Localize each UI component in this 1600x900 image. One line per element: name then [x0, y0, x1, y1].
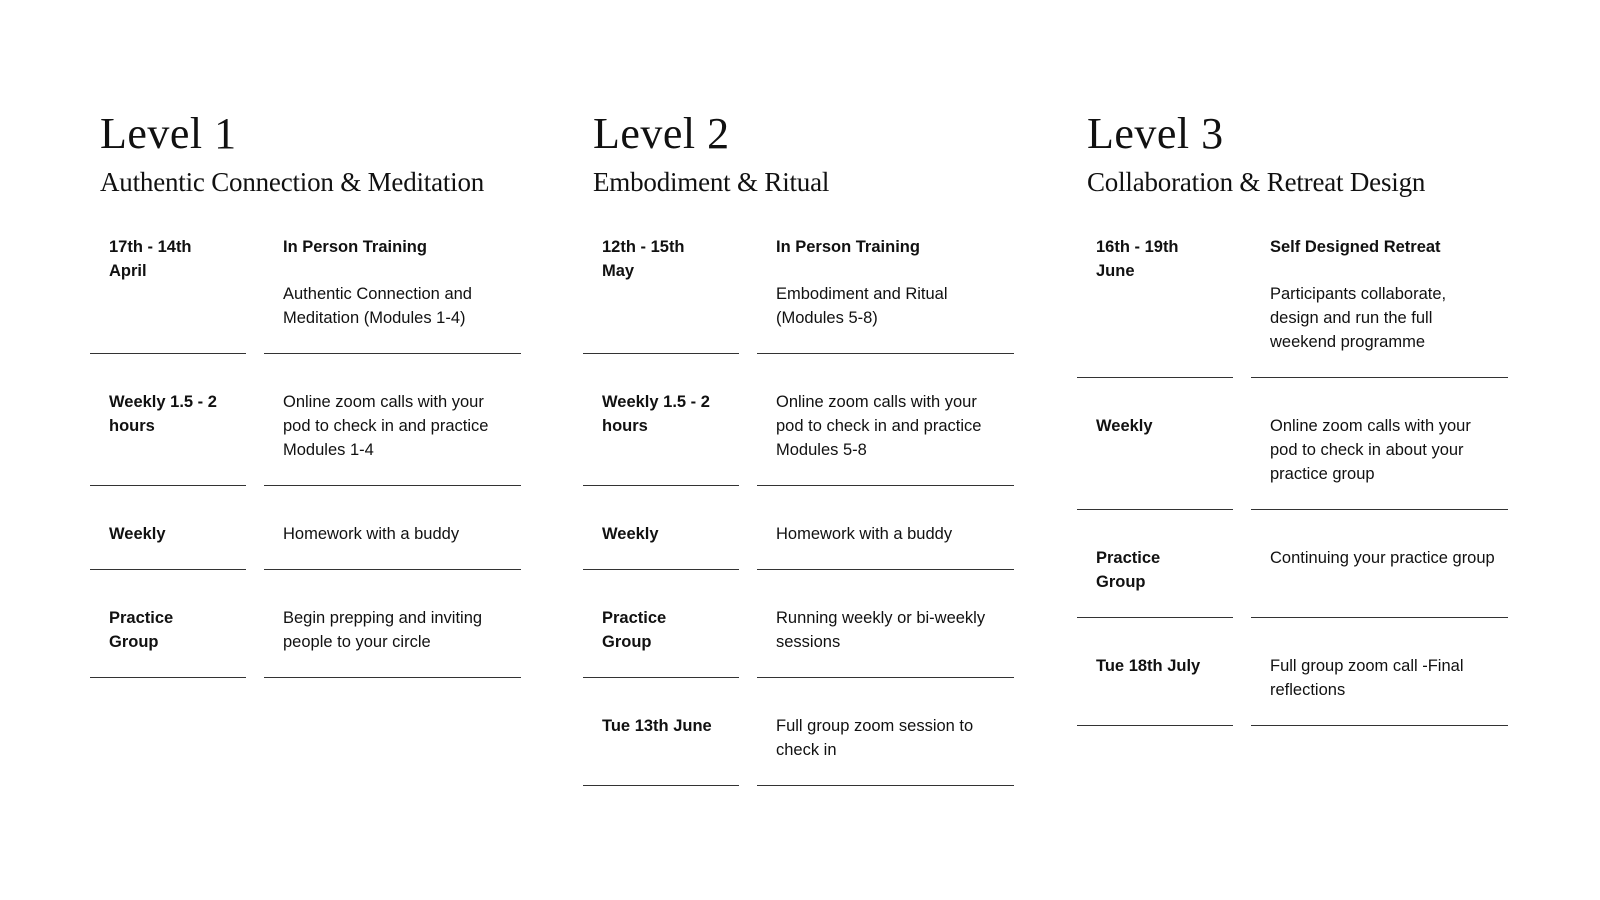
level-3-column: [1077, 108, 1508, 726]
schedule-when: 16th - 19th June: [1077, 223, 1233, 378]
schedule-when: Weekly: [90, 486, 246, 570]
schedule-row: [1077, 223, 1508, 378]
schedule-what: Full group zoom call -Final reflections: [1251, 618, 1508, 726]
schedule-row: [90, 354, 521, 486]
schedule-when: Tue 18th July: [1077, 618, 1233, 726]
schedule-when: Weekly 1.5 - 2 hours: [583, 354, 739, 486]
schedule-what: Continuing your practice group: [1251, 510, 1508, 618]
schedule-table: [1077, 223, 1508, 726]
schedule-when: 12th - 15th May: [583, 223, 739, 354]
level-1-column: [90, 108, 521, 678]
schedule-what: [1251, 223, 1508, 378]
schedule-what: [264, 223, 521, 354]
schedule-when: Weekly: [583, 486, 739, 570]
level-subtitle: Collaboration & Retreat Design: [1087, 167, 1426, 197]
schedule-what-description: Authentic Connection and Meditation (Modules 1-4): [283, 285, 472, 327]
level-subtitle: Embodiment & Ritual: [593, 167, 830, 197]
schedule-when: Weekly 1.5 - 2 hours: [90, 354, 246, 486]
schedule-what: Full group zoom session to check in: [757, 678, 1014, 786]
schedule-when: Practice Group: [583, 570, 739, 678]
schedule-row: [90, 570, 521, 678]
schedule-when: 17th - 14th April: [90, 223, 246, 354]
schedule-what: Online zoom calls with your pod to check in and practice Modules 5-8: [757, 354, 1014, 486]
schedule-table: [583, 223, 1014, 786]
schedule-when: Practice Group: [90, 570, 246, 678]
schedule-row: [583, 354, 1014, 486]
schedule-row: [1077, 510, 1508, 618]
schedule-what: Homework with a buddy: [757, 486, 1014, 570]
schedule-what: Begin prepping and inviting people to your circle: [264, 570, 521, 678]
schedule-what-description: Participants collaborate, design and run the full weekend programme: [1270, 285, 1447, 351]
level-title: Level 3: [1087, 109, 1224, 158]
schedule-row: [583, 570, 1014, 678]
schedule-row: [90, 223, 521, 354]
schedule-what-heading: In Person Training: [776, 238, 920, 256]
schedule-row: [583, 678, 1014, 786]
schedule-what: [757, 223, 1014, 354]
level-title: Level 1: [100, 109, 237, 158]
level-title: Level 2: [593, 109, 730, 158]
schedule-what-description: Embodiment and Ritual (Modules 5-8): [776, 285, 948, 327]
schedule-what: Homework with a buddy: [264, 486, 521, 570]
schedule-what: Running weekly or bi-weekly sessions: [757, 570, 1014, 678]
level-subtitle: Authentic Connection & Meditation: [100, 167, 485, 197]
level-2-column: [583, 108, 1014, 786]
schedule-what-heading: In Person Training: [283, 238, 427, 256]
schedule-row: [1077, 618, 1508, 726]
schedule-when: Practice Group: [1077, 510, 1233, 618]
schedule-row: [583, 486, 1014, 570]
schedule-when: Weekly: [1077, 378, 1233, 510]
schedule-row: [90, 486, 521, 570]
schedule-what: Online zoom calls with your pod to check in about your practice group: [1251, 378, 1508, 510]
schedule-what-heading: Self Designed Retreat: [1270, 238, 1441, 256]
schedule-row: [1077, 378, 1508, 510]
schedule-row: [583, 223, 1014, 354]
schedule-when: Tue 13th June: [583, 678, 739, 786]
schedule-table: [90, 223, 521, 678]
schedule-what: Online zoom calls with your pod to check in and practice Modules 1-4: [264, 354, 521, 486]
